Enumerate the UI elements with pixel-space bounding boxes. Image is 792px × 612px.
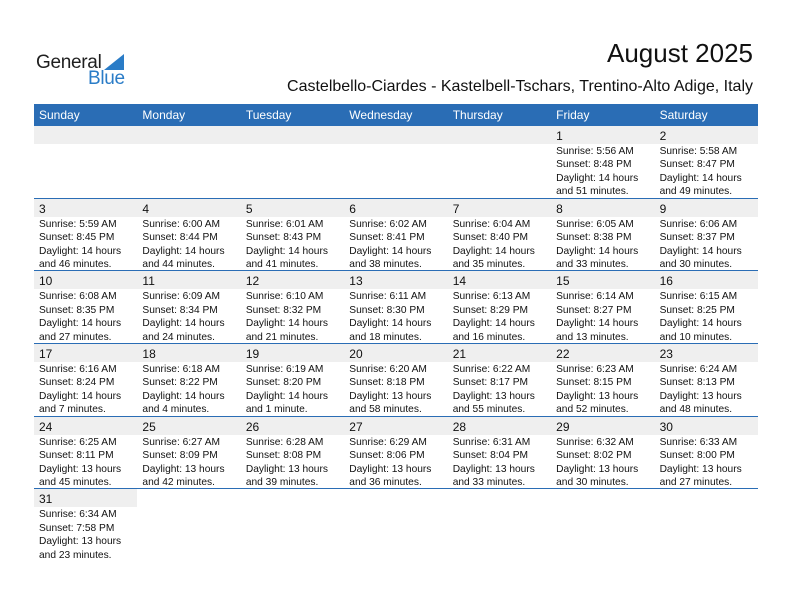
daylight-text: and 30 minutes.: [659, 258, 733, 270]
empty-day-cell: [34, 126, 137, 198]
sun-info: [453, 290, 535, 344]
sunset-text: Sunset: 8:15 PM: [556, 377, 632, 389]
sunrise-text: Sunrise: 6:32 AM: [556, 436, 634, 448]
daylight-text: Daylight: 14 hours: [142, 318, 225, 330]
sunset-text: Sunset: 8:18 PM: [349, 377, 425, 389]
sunset-text: Sunset: 8:48 PM: [556, 159, 632, 171]
sun-info: [246, 290, 328, 344]
daylight-text: and 16 minutes.: [452, 331, 526, 343]
day-number: 19: [245, 347, 260, 362]
sunset-text: Sunset: 8:45 PM: [39, 232, 115, 244]
sunrise-text: Sunrise: 6:28 AM: [245, 436, 324, 448]
empty-day-cell: [241, 126, 344, 198]
day-number: 5: [245, 201, 253, 216]
sun-info: [39, 218, 121, 272]
daylight-text: Daylight: 13 hours: [39, 463, 122, 475]
empty-day-cell: [241, 489, 344, 562]
day-number: 10: [39, 274, 53, 289]
sun-info: [349, 363, 431, 417]
sunrise-text: Sunrise: 5:58 AM: [659, 146, 738, 157]
day-number: 20: [349, 347, 363, 362]
sunset-text: Sunset: 8:20 PM: [245, 377, 322, 389]
day-number: 22: [556, 347, 570, 362]
sunrise-text: Sunrise: 5:56 AM: [556, 146, 634, 157]
empty-day-cell: [344, 126, 447, 198]
daylight-text: and 38 minutes.: [349, 258, 422, 270]
day-number: 12: [245, 274, 260, 289]
day-cell: [241, 344, 344, 416]
day-number: 26: [245, 419, 260, 434]
empty-day-cell: [655, 489, 758, 562]
sunset-text: Sunset: 8:34 PM: [142, 304, 218, 316]
daylight-text: Daylight: 14 hours: [39, 318, 122, 330]
daylight-text: Daylight: 14 hours: [556, 172, 639, 184]
sunset-text: Sunset: 8:00 PM: [659, 450, 735, 462]
sunset-text: Sunset: 8:40 PM: [452, 232, 529, 244]
sun-info: [349, 218, 431, 272]
sunset-text: Sunset: 8:13 PM: [659, 377, 735, 389]
sun-info: [246, 218, 328, 272]
daylight-text: and 46 minutes.: [39, 258, 112, 270]
daylight-text: Daylight: 14 hours: [245, 245, 328, 257]
empty-day-cell: [137, 489, 240, 562]
day-cell: [655, 126, 758, 198]
day-number: 24: [39, 419, 53, 434]
weekday-tuesday: Tuesday: [245, 108, 292, 122]
day-cell: [344, 199, 447, 271]
daylight-text: Daylight: 14 hours: [142, 390, 225, 402]
day-header-band: [344, 126, 447, 144]
day-header-band: [344, 199, 447, 217]
day-number: 2: [659, 129, 667, 143]
day-number: 7: [452, 201, 460, 216]
sunrise-text: Sunrise: 6:20 AM: [349, 364, 427, 376]
daylight-text: and 42 minutes.: [142, 476, 215, 488]
sun-info: [142, 218, 224, 272]
week-row: [34, 417, 758, 490]
day-number: 30: [659, 419, 673, 434]
weekday-thursday: Thursday: [452, 108, 503, 122]
sunrise-text: Sunrise: 6:15 AM: [659, 291, 738, 303]
day-cell: [34, 199, 137, 271]
sun-info: [453, 363, 535, 417]
day-header-band: [241, 126, 344, 144]
day-cell: [137, 199, 240, 271]
day-cell: [551, 199, 654, 271]
sunset-text: Sunset: 8:09 PM: [142, 450, 218, 462]
empty-day-cell: [344, 489, 447, 562]
daylight-text: and 49 minutes.: [659, 186, 733, 198]
day-header-band: [241, 199, 344, 217]
daylight-text: Daylight: 14 hours: [245, 318, 328, 330]
daylight-text: Daylight: 13 hours: [452, 390, 535, 402]
daylight-text: and 44 minutes.: [142, 258, 215, 270]
page-title: August 2025: [606, 38, 753, 68]
sun-info: [556, 290, 638, 344]
sunrise-text: Sunrise: 6:02 AM: [349, 218, 427, 230]
daylight-text: and 36 minutes.: [349, 476, 422, 488]
sunrise-text: Sunrise: 6:06 AM: [659, 218, 738, 230]
day-header-band: [655, 126, 758, 144]
weekday-wednesday: Wednesday: [349, 108, 413, 122]
sun-info: [556, 145, 638, 199]
daylight-text: and 35 minutes.: [452, 258, 526, 270]
sunset-text: Sunset: 8:24 PM: [39, 377, 115, 389]
daylight-text: and 41 minutes.: [245, 258, 319, 270]
day-cell: [655, 271, 758, 343]
sunrise-text: Sunrise: 6:01 AM: [245, 218, 324, 230]
daylight-text: Daylight: 13 hours: [349, 390, 432, 402]
week-row: [34, 344, 758, 417]
day-cell: [241, 417, 344, 489]
daylight-text: Daylight: 14 hours: [659, 172, 742, 184]
day-header-band: [655, 199, 758, 217]
sunrise-text: Sunrise: 6:14 AM: [556, 291, 634, 303]
day-header-band: [551, 199, 654, 217]
sun-info: [349, 290, 431, 344]
day-number: 6: [349, 201, 356, 216]
calendar-grid: [34, 104, 758, 562]
weekday-friday: Friday: [556, 108, 590, 122]
sunset-text: Sunset: 8:11 PM: [39, 450, 114, 462]
day-cell: [448, 271, 551, 343]
location-subtitle: Castelbello-Ciardes - Kastelbell-Tschars, Trentino-Alto Adige, Italy: [287, 78, 753, 95]
sunrise-text: Sunrise: 6:13 AM: [452, 291, 531, 303]
day-number: 21: [452, 347, 467, 362]
sunrise-text: Sunrise: 6:05 AM: [556, 218, 634, 230]
sun-info: [39, 290, 121, 344]
daylight-text: Daylight: 14 hours: [659, 245, 742, 257]
sunset-text: Sunset: 7:58 PM: [39, 522, 115, 534]
sunrise-text: Sunrise: 6:00 AM: [142, 218, 221, 230]
sun-info: [142, 436, 224, 490]
day-number: 1: [556, 129, 563, 143]
day-cell: [448, 344, 551, 416]
sunset-text: Sunset: 8:47 PM: [659, 159, 735, 171]
sunrise-text: Sunrise: 6:24 AM: [659, 364, 738, 376]
daylight-text: Daylight: 13 hours: [349, 463, 432, 475]
sunset-text: Sunset: 8:06 PM: [349, 450, 425, 462]
daylight-text: and 27 minutes.: [39, 331, 112, 343]
logo: [36, 50, 136, 90]
sunset-text: Sunset: 8:41 PM: [349, 232, 425, 244]
day-cell: [344, 344, 447, 416]
day-number: 29: [556, 419, 570, 434]
day-cell: [448, 199, 551, 271]
daylight-text: and 23 minutes.: [39, 549, 112, 561]
day-number: 27: [349, 419, 363, 434]
sunrise-text: Sunrise: 6:34 AM: [39, 509, 117, 521]
empty-day-cell: [551, 489, 654, 562]
daylight-text: Daylight: 14 hours: [39, 245, 122, 257]
daylight-text: Daylight: 14 hours: [452, 245, 535, 257]
daylight-text: Daylight: 14 hours: [349, 318, 432, 330]
daylight-text: and 55 minutes.: [452, 404, 526, 416]
day-cell: [344, 417, 447, 489]
daylight-text: and 58 minutes.: [349, 404, 422, 416]
sunrise-text: Sunrise: 6:33 AM: [659, 436, 738, 448]
sunset-text: Sunset: 8:38 PM: [556, 232, 632, 244]
daylight-text: and 33 minutes.: [556, 258, 629, 270]
day-cell: [655, 417, 758, 489]
day-cell: [655, 344, 758, 416]
daylight-text: and 7 minutes.: [39, 404, 106, 416]
sun-info: [246, 436, 328, 490]
day-number: 11: [142, 274, 155, 289]
daylight-text: Daylight: 13 hours: [452, 463, 535, 475]
daylight-text: and 18 minutes.: [349, 331, 422, 343]
sun-info: [142, 290, 224, 344]
sunrise-text: Sunrise: 6:04 AM: [452, 218, 531, 230]
week-row: [34, 271, 758, 344]
sun-info: [39, 508, 121, 562]
day-header-band: [551, 126, 654, 144]
day-number: 9: [659, 201, 667, 216]
day-cell: [551, 271, 654, 343]
day-number: 17: [39, 347, 53, 362]
week-row: [34, 199, 758, 272]
sun-info: [660, 363, 742, 417]
logo-general-text: General: [36, 52, 102, 73]
sunset-text: Sunset: 8:29 PM: [452, 304, 529, 316]
day-cell: [241, 199, 344, 271]
daylight-text: Daylight: 13 hours: [556, 390, 639, 402]
sun-info: [349, 436, 431, 490]
sunset-text: Sunset: 8:04 PM: [452, 450, 529, 462]
daylight-text: Daylight: 14 hours: [556, 245, 639, 257]
daylight-text: Daylight: 13 hours: [659, 390, 742, 402]
sun-info: [556, 436, 638, 490]
day-number: 8: [556, 201, 563, 216]
daylight-text: Daylight: 13 hours: [245, 463, 328, 475]
sun-info: [660, 436, 742, 490]
day-cell: [241, 271, 344, 343]
empty-day-cell: [448, 126, 551, 198]
sunset-text: Sunset: 8:02 PM: [556, 450, 632, 462]
sunset-text: Sunset: 8:22 PM: [142, 377, 218, 389]
daylight-text: Daylight: 13 hours: [556, 463, 639, 475]
sunset-text: Sunset: 8:08 PM: [245, 450, 322, 462]
sunrise-text: Sunrise: 6:25 AM: [39, 436, 117, 448]
day-cell: [34, 417, 137, 489]
daylight-text: and 39 minutes.: [245, 476, 319, 488]
empty-day-cell: [448, 489, 551, 562]
sun-info: [39, 436, 121, 490]
sun-info: [660, 290, 742, 344]
daylight-text: and 27 minutes.: [659, 476, 733, 488]
day-header-band: [137, 126, 240, 144]
day-header-band: [137, 199, 240, 217]
sunrise-text: Sunrise: 6:22 AM: [452, 364, 531, 376]
sunset-text: Sunset: 8:44 PM: [142, 232, 218, 244]
sunset-text: Sunset: 8:32 PM: [245, 304, 322, 316]
sun-info: [246, 363, 328, 417]
daylight-text: and 51 minutes.: [556, 186, 629, 198]
sun-info: [660, 218, 742, 272]
daylight-text: Daylight: 14 hours: [245, 390, 328, 402]
sunrise-text: Sunrise: 6:08 AM: [39, 291, 117, 303]
day-number: 25: [142, 419, 156, 434]
daylight-text: and 52 minutes.: [556, 404, 629, 416]
day-cell: [551, 344, 654, 416]
sun-info: [453, 218, 535, 272]
sunrise-text: Sunrise: 6:27 AM: [142, 436, 221, 448]
daylight-text: Daylight: 14 hours: [659, 318, 742, 330]
daylight-text: and 1 minute.: [245, 404, 308, 416]
day-cell: [551, 417, 654, 489]
day-cell: [344, 271, 447, 343]
weekday-monday: Monday: [142, 108, 186, 122]
sunrise-text: Sunrise: 6:29 AM: [349, 436, 427, 448]
daylight-text: Daylight: 14 hours: [142, 245, 225, 257]
daylight-text: and 30 minutes.: [556, 476, 629, 488]
day-number: 28: [452, 419, 467, 434]
sunset-text: Sunset: 8:37 PM: [659, 232, 735, 244]
day-header-band: [448, 126, 551, 144]
day-cell: [448, 417, 551, 489]
daylight-text: Daylight: 13 hours: [39, 536, 122, 548]
weeks-container: [34, 126, 758, 562]
day-cell: [137, 344, 240, 416]
daylight-text: Daylight: 14 hours: [349, 245, 432, 257]
sunrise-text: Sunrise: 6:16 AM: [39, 364, 117, 376]
sunrise-text: Sunrise: 6:10 AM: [245, 291, 324, 303]
day-number: 15: [556, 274, 570, 289]
daylight-text: and 24 minutes.: [142, 331, 215, 343]
day-cell: [34, 489, 137, 562]
sunrise-text: Sunrise: 6:19 AM: [245, 364, 324, 376]
day-cell: [34, 344, 137, 416]
empty-day-cell: [137, 126, 240, 198]
sun-info: [660, 145, 742, 199]
sun-info: [556, 363, 638, 417]
week-row: [34, 489, 758, 562]
daylight-text: and 13 minutes.: [556, 331, 629, 343]
day-header-band: [34, 126, 137, 144]
daylight-text: Daylight: 14 hours: [556, 318, 639, 330]
sunrise-text: Sunrise: 6:11 AM: [349, 291, 427, 303]
day-cell: [34, 271, 137, 343]
daylight-text: and 33 minutes.: [452, 476, 526, 488]
day-number: 14: [452, 274, 467, 289]
weekday-sunday: Sunday: [39, 108, 80, 122]
sunrise-text: Sunrise: 6:23 AM: [556, 364, 634, 376]
sunrise-text: Sunrise: 5:59 AM: [39, 218, 117, 230]
sunset-text: Sunset: 8:27 PM: [556, 304, 632, 316]
sun-info: [142, 363, 224, 417]
daylight-text: and 48 minutes.: [659, 404, 733, 416]
sun-info: [556, 218, 638, 272]
logo-blue-text: Blue: [88, 68, 125, 89]
day-cell: [137, 417, 240, 489]
day-header-band: [448, 199, 551, 217]
daylight-text: Daylight: 13 hours: [659, 463, 742, 475]
sun-info: [453, 436, 535, 490]
day-number: 3: [39, 201, 46, 216]
daylight-text: Daylight: 14 hours: [39, 390, 122, 402]
daylight-text: Daylight: 13 hours: [142, 463, 225, 475]
sunset-text: Sunset: 8:43 PM: [245, 232, 322, 244]
sunset-text: Sunset: 8:25 PM: [659, 304, 735, 316]
week-row: [34, 126, 758, 199]
day-number: 31: [39, 492, 53, 507]
day-cell: [655, 199, 758, 271]
day-number: 4: [142, 201, 150, 216]
sunrise-text: Sunrise: 6:18 AM: [142, 364, 221, 376]
daylight-text: and 21 minutes.: [245, 331, 319, 343]
sun-info: [39, 363, 121, 417]
daylight-text: and 45 minutes.: [39, 476, 112, 488]
sunset-text: Sunset: 8:17 PM: [452, 377, 529, 389]
day-cell: [137, 271, 240, 343]
daylight-text: and 4 minutes.: [142, 404, 210, 416]
day-number: 16: [659, 274, 673, 289]
sunrise-text: Sunrise: 6:31 AM: [452, 436, 531, 448]
sunset-text: Sunset: 8:35 PM: [39, 304, 115, 316]
sunset-text: Sunset: 8:30 PM: [349, 304, 425, 316]
day-number: 18: [142, 347, 156, 362]
weekday-saturday: Saturday: [659, 108, 708, 122]
day-header-band: [34, 199, 137, 217]
weekday-header: [34, 104, 758, 126]
day-number: 23: [659, 347, 673, 362]
daylight-text: Daylight: 14 hours: [452, 318, 535, 330]
sunrise-text: Sunrise: 6:09 AM: [142, 291, 221, 303]
daylight-text: and 10 minutes.: [659, 331, 733, 343]
day-number: 13: [349, 274, 363, 289]
day-cell: [551, 126, 654, 198]
